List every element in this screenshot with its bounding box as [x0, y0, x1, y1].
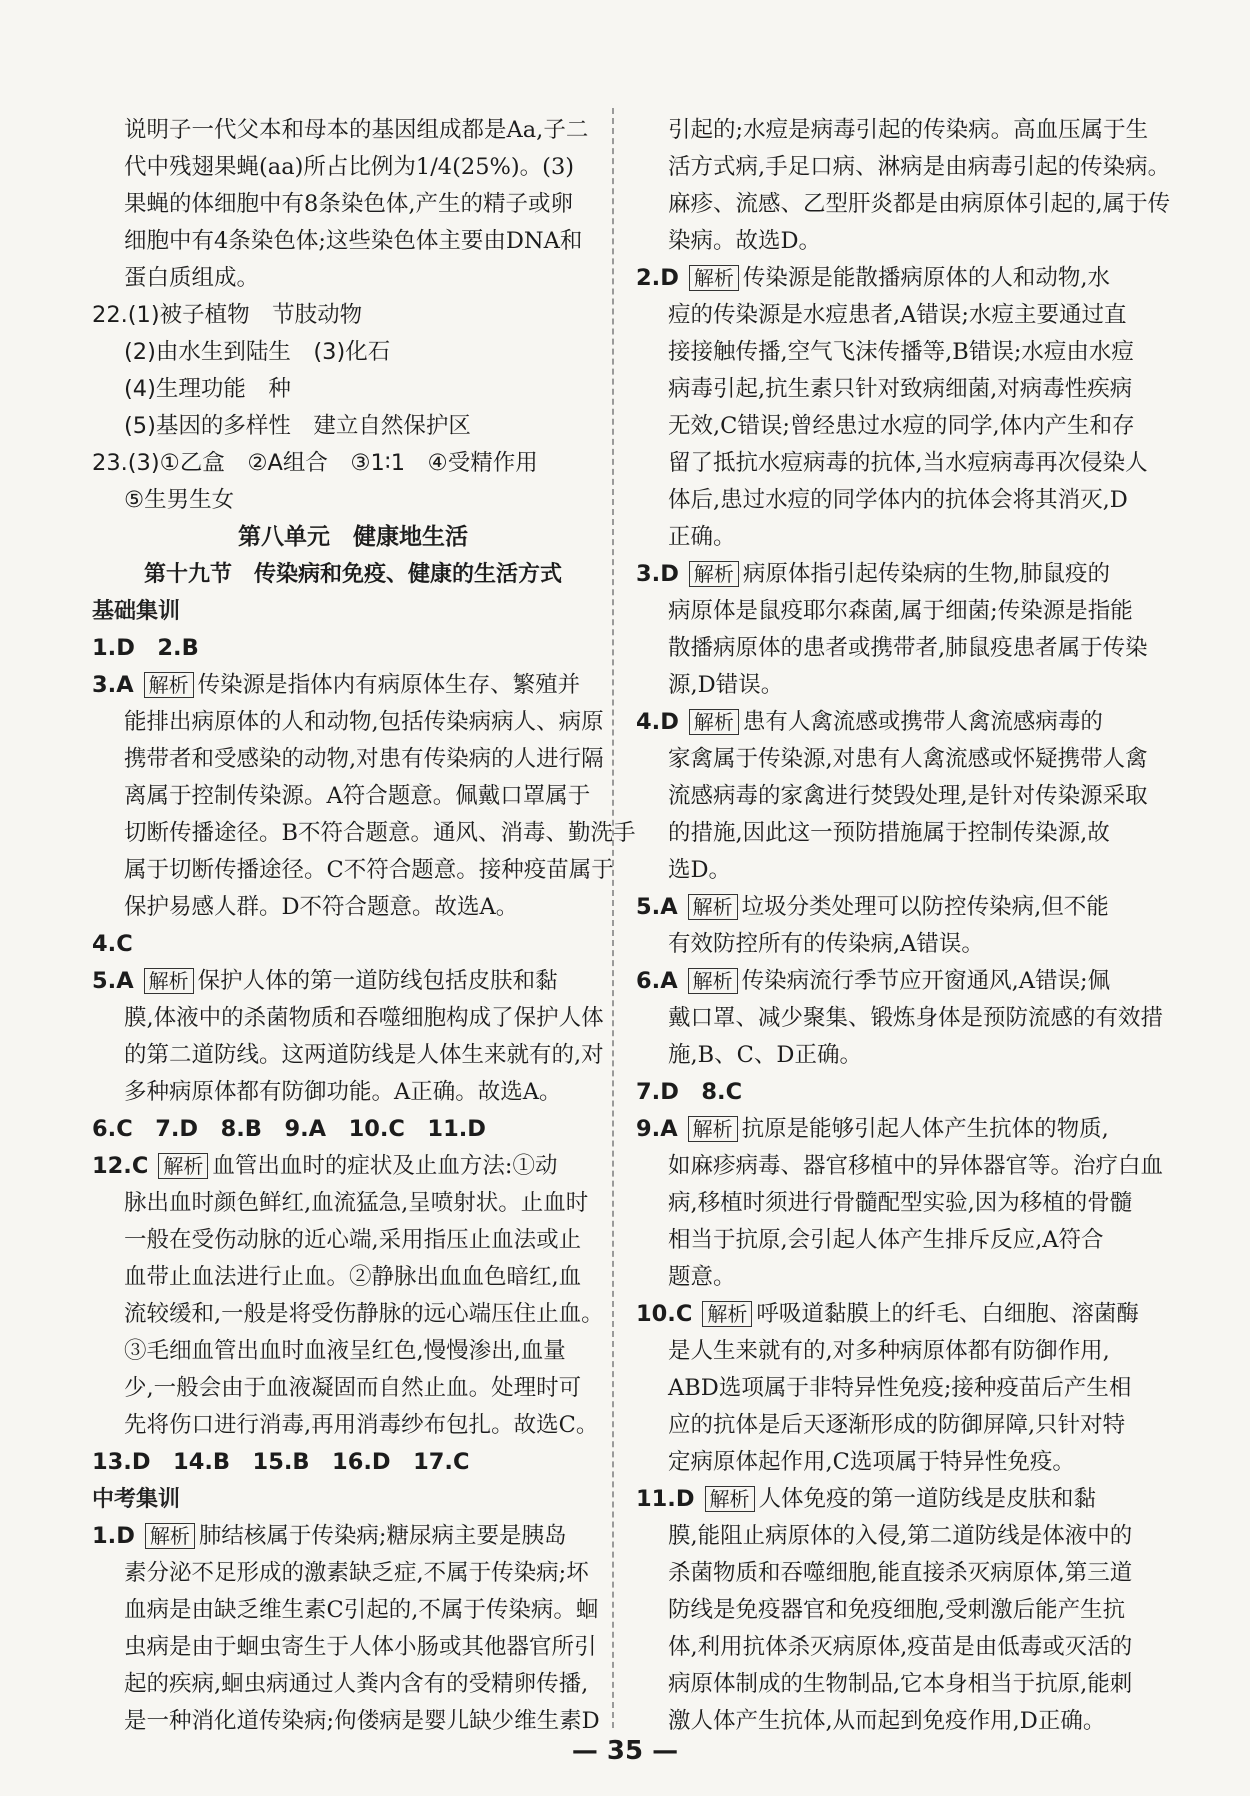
text-line: 散播病原体的患者或携带者,肺鼠疫患者属于传染	[668, 635, 1148, 661]
text-line: 病原体是鼠疫耶尔森菌,属于细菌;传染源是指能	[668, 598, 1133, 624]
text-line: 防线是免疫器官和免疫细胞,受刺激后能产生抗	[668, 1597, 1126, 1623]
answer-number: 3.D	[636, 561, 679, 587]
answer-line: 22.(1)被子植物 节肢动物	[92, 302, 363, 328]
text-line: 麻疹、流感、乙型肝炎都是由病原体引起的,属于传	[668, 191, 1171, 217]
text-line: 应的抗体是后天逐渐形成的防御屏障,只针对特	[668, 1412, 1126, 1438]
b1-continuation	[636, 112, 1171, 260]
text-line: 脉出血时颜色鲜红,血流猛急,呈喷射状。止血时	[124, 1190, 589, 1216]
text-line: 流感病毒的家禽进行焚毁处理,是针对传染源采取	[668, 783, 1148, 809]
answer-number: 6.A	[636, 968, 678, 994]
analysis-tag: 解析	[705, 1486, 755, 1512]
text-line: 流较缓和,一般是将受伤静脉的远心端压住止血。	[124, 1301, 604, 1327]
analysis-tag: 解析	[144, 968, 194, 994]
text-line: 切断传播途径。B不符合题意。通风、消毒、勤洗手	[124, 820, 636, 846]
explanation-block	[92, 1555, 614, 1740]
text-line: 血病是由缺乏维生素C引起的,不属于传染病。蛔	[124, 1597, 599, 1623]
answer-number: 5.A	[92, 968, 134, 994]
answer-line: 13.D 14.B 15.B 16.D 17.C	[92, 1449, 470, 1475]
explanation-block	[92, 1000, 614, 1111]
text-line: 细胞中有4条染色体;这些染色体主要由DNA和	[124, 228, 583, 254]
analysis-tag: 解析	[688, 1116, 738, 1142]
answer-number: 10.C	[636, 1301, 693, 1327]
answer-number: 11.D	[636, 1486, 695, 1512]
text-line: 痘的传染源是水痘患者,A错误;水痘主要通过直	[668, 302, 1127, 328]
text-line: 选D。	[668, 857, 732, 883]
text-line: 源,D错误。	[668, 672, 784, 698]
text-line: 虫病是由于蛔虫寄生于人体小肠或其他器官所引	[124, 1634, 597, 1660]
unit-title: 第八单元 健康地生活	[238, 524, 468, 550]
answer-number: 3.A	[92, 672, 134, 698]
category-heading: 中考集训	[92, 1487, 181, 1512]
explanation-text: 垃圾分类处理可以防控传染病,但不能	[741, 894, 1109, 920]
answer-number: 4.D	[636, 709, 679, 735]
explanation-text: 患有人禽流感或携带人禽流感病毒的	[742, 709, 1103, 735]
right-column	[636, 112, 1171, 1740]
text-line: 定病原体起作用,C选项属于特异性免疫。	[668, 1449, 1075, 1475]
analysis-tag: 解析	[689, 709, 739, 735]
explanation-block	[636, 1518, 1158, 1740]
text-line: 无效,C错误;曾经患过水痘的同学,体内产生和存	[668, 413, 1135, 439]
text-line: 病,移植时须进行骨髓配型实验,因为移植的骨髓	[668, 1190, 1133, 1216]
q21-continuation	[92, 112, 614, 297]
explanation-block	[636, 297, 1158, 556]
text-line: 有效防控所有的传染病,A错误。	[668, 931, 984, 957]
explanation-text: 人体免疫的第一道防线是皮肤和黏	[758, 1486, 1097, 1512]
section-title: 第十九节 传染病和免疫、健康的生活方式	[143, 562, 562, 587]
answer-line: (4)生理功能 种	[124, 376, 291, 402]
explanation-text: 保护人体的第一道防线包括皮肤和黏	[197, 968, 558, 994]
analysis-tag: 解析	[689, 561, 739, 587]
explanation-block	[92, 704, 636, 926]
text-line: 是一种消化道传染病;佝偻病是婴儿缺少维生素D	[124, 1708, 600, 1734]
text-line: 能排出病原体的人和动物,包括传染病病人、病原	[124, 709, 604, 735]
analysis-tag: 解析	[688, 968, 738, 994]
answer-line: 7.D 8.C	[636, 1079, 743, 1105]
text-line: ③毛细血管出血时血液呈红色,慢慢渗出,血量	[124, 1338, 566, 1364]
analysis-tag: 解析	[145, 1523, 195, 1549]
explanation-text: 传染病流行季节应开窗通风,A错误;佩	[741, 968, 1111, 994]
explanation-text: 传染源是指体内有病原体生存、繁殖并	[197, 672, 581, 698]
answer-number: 5.A	[636, 894, 678, 920]
answer-number: 12.C	[92, 1153, 149, 1179]
answer-line: ⑤生男生女	[124, 487, 235, 513]
answer-line: 6.C 7.D 8.B 9.A 10.C 11.D	[92, 1116, 486, 1142]
answer-line: 1.D 2.B	[92, 635, 199, 661]
text-line: 病原体制成的生物制品,它本身相当于抗原,能刺	[668, 1671, 1133, 1697]
text-line: ABD选项属于非特异性免疫;接种疫苗后产生相	[668, 1375, 1132, 1401]
text-line: 膜,体液中的杀菌物质和吞噬细胞构成了保护人体	[124, 1005, 604, 1031]
text-line: 素分泌不足形成的激素缺乏症,不属于传染病;坏	[124, 1560, 589, 1586]
q22-answers	[92, 297, 614, 519]
text-line: 的措施,因此这一预防措施属于控制传染源,故	[668, 820, 1110, 846]
analysis-tag: 解析	[144, 672, 194, 698]
text-line: 染病。故选D。	[668, 228, 822, 254]
text-line: 施,B、C、D正确。	[668, 1042, 862, 1068]
analysis-tag: 解析	[689, 265, 739, 291]
answer-line: (2)由水生到陆生 (3)化石	[124, 339, 391, 365]
explanation-text: 肺结核属于传染病;糖尿病主要是胰岛	[198, 1523, 567, 1549]
text-line: 属于切断传播途径。C不符合题意。接种疫苗属于	[124, 857, 614, 883]
page-number: — 35 —	[571, 1736, 679, 1766]
answer-line: 4.C	[92, 931, 133, 957]
text-line: 膜,能阻止病原体的入侵,第二道防线是体液中的	[668, 1523, 1133, 1549]
text-line: 多种病原体都有防御功能。A正确。故选A。	[124, 1079, 562, 1105]
explanation-text: 呼吸道黏膜上的纤毛、白细胞、溶菌酶	[756, 1301, 1139, 1327]
explanation-block	[636, 1148, 1164, 1296]
explanation-text: 抗原是能够引起人体产生抗体的物质,	[741, 1116, 1109, 1142]
text-line: 引起的;水痘是病毒引起的传染病。高血压属于生	[668, 117, 1149, 143]
text-line: 相当于抗原,会引起人体产生排斥反应,A符合	[668, 1227, 1104, 1253]
text-line: 病毒引起,抗生素只针对致病细菌,对病毒性疾病	[668, 376, 1133, 402]
text-line: 是人生来就有的,对多种病原体都有防御作用,	[668, 1338, 1110, 1364]
text-line: 杀菌物质和吞噬细胞,能直接杀灭病原体,第三道	[668, 1560, 1133, 1586]
text-line: 接接触传播,空气飞沫传播等,B错误;水痘由水痘	[668, 339, 1134, 365]
text-line: 携带者和受感染的动物,对患有传染病的人进行隔	[124, 746, 604, 772]
left-column	[92, 112, 636, 1740]
explanation-block	[92, 1185, 614, 1444]
explanation-text: 血管出血时的症状及止血方法:①动	[212, 1153, 558, 1179]
text-line: 离属于控制传染源。A符合题意。佩戴口罩属于	[124, 783, 591, 809]
explanation-text: 传染源是能散播病原体的人和动物,水	[742, 265, 1111, 291]
text-line: 激人体产生抗体,从而起到免疫作用,D正确。	[668, 1708, 1106, 1734]
answer-number: 2.D	[636, 265, 679, 291]
explanation-block	[636, 741, 1158, 889]
analysis-tag: 解析	[702, 1301, 752, 1327]
text-line: 保护易感人群。D不符合题意。故选A。	[124, 894, 519, 920]
answer-number: 9.A	[636, 1116, 678, 1142]
explanation-block	[636, 1333, 1158, 1481]
text-line: 体,利用抗体杀灭病原体,疫苗是由低毒或灭活的	[668, 1634, 1133, 1660]
text-line: 体后,患过水痘的同学体内的抗体会将其消灭,D	[668, 487, 1128, 513]
answer-number: 1.D	[92, 1523, 135, 1549]
answer-line: 23.(3)①乙盒 ②A组合 ③1∶1 ④受精作用	[92, 450, 538, 476]
explanation-text: 病原体指引起传染病的生物,肺鼠疫的	[742, 561, 1111, 587]
text-line: 说明子一代父本和母本的基因组成都是Aa,子二	[124, 117, 589, 143]
text-line: 正确。	[668, 524, 736, 550]
answer-line: (5)基因的多样性 建立自然保护区	[124, 413, 471, 439]
analysis-tag: 解析	[158, 1153, 208, 1179]
explanation-block	[636, 593, 1158, 704]
text-line: 留了抵抗水痘病毒的抗体,当水痘病毒再次侵染人	[668, 450, 1148, 476]
text-line: 题意。	[668, 1264, 736, 1290]
text-line: 一般在受伤动脉的近心端,采用指压止血法或止	[124, 1227, 582, 1253]
text-line: 代中残翅果蝇(aa)所占比例为1/4(25%)。(3)	[124, 154, 575, 180]
text-line: 血带止血法进行止血。②静脉出血血色暗红,血	[124, 1264, 582, 1290]
text-line: 活方式病,手足口病、淋病是由病毒引起的传染病。	[668, 154, 1171, 180]
text-line: 如麻疹病毒、器官移植中的异体器官等。治疗白血	[668, 1153, 1164, 1179]
text-line: 先将伤口进行消毒,再用消毒纱布包扎。故选C。	[124, 1412, 599, 1438]
analysis-tag: 解析	[688, 894, 738, 920]
category-heading: 基础集训	[92, 599, 181, 624]
text-line: 的第二道防线。这两道防线是人体生来就有的,对	[124, 1042, 604, 1068]
text-line: 果蝇的体细胞中有8条染色体,产生的精子或卵	[124, 191, 573, 217]
text-line: 家禽属于传染源,对患有人禽流感或怀疑携带人禽	[668, 746, 1148, 772]
explanation-block	[636, 1000, 1164, 1074]
text-line: 起的疾病,蛔虫病通过人粪内含有的受精卵传播,	[124, 1671, 589, 1697]
text-line: 蛋白质组成。	[124, 265, 260, 291]
text-line: 戴口罩、减少聚集、锻炼身体是预防流感的有效措	[668, 1005, 1164, 1031]
explanation-block	[636, 926, 1158, 963]
text-line: 少,一般会由于血液凝固而自然止血。处理时可	[124, 1375, 582, 1401]
